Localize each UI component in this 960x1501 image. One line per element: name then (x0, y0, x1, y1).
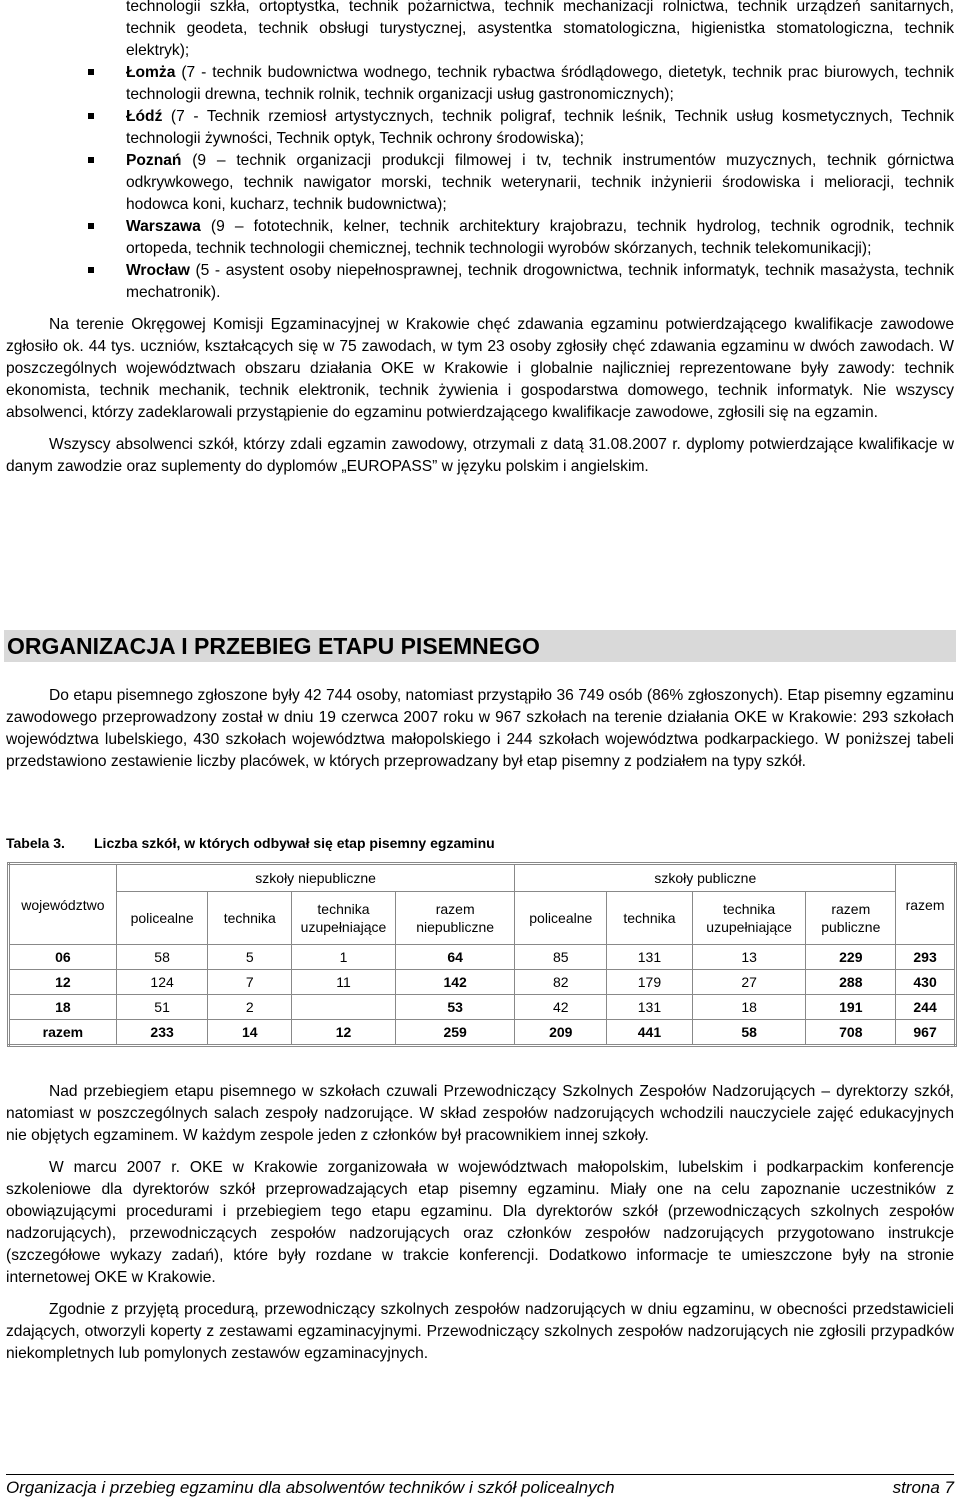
table-cell: 12 (9, 970, 117, 995)
subheader-cell: technika uzupełniające (692, 892, 806, 945)
table-cell: 51 (116, 995, 208, 1020)
table-cell: 58 (116, 945, 208, 970)
list-continuation: technologii szkła, ortoptystka, technik pożarnictwa, technik mechanizacji rolnictwa, technik urządzeń sanitarnych, technik geodeta, technik obsługi turystycznej, asystentka stomatologiczna, higienistka stomatologiczna, technik elektryk); (126, 0, 954, 59)
list-item (0, 62, 960, 106)
table-caption (6, 832, 495, 854)
header-cell: szkoły publiczne (515, 864, 896, 892)
table-cell: 18 (9, 995, 117, 1020)
header-cell: województwo (9, 864, 117, 945)
footer-title: Organizacja i przebieg egzaminu dla absolwentów techników i szkół policealnych (6, 1478, 615, 1497)
table-cell: 131 (607, 995, 693, 1020)
list-item-text: (5 - asystent osoby niepełnosprawnej, technik drogownictwa, technik informatyk, technik masażysta, technik mechatronik). (126, 262, 954, 301)
table-cell: 244 (896, 995, 956, 1020)
header-cell: szkoły niepubliczne (116, 864, 515, 892)
table-cell: 64 (395, 945, 515, 970)
section-heading: ORGANIZACJA I PRZEBIEG ETAPU PISEMNEGO (4, 630, 956, 662)
schools-table (7, 862, 957, 1047)
table-cell: 7 (208, 970, 292, 995)
table-number: Tabela 3. (6, 835, 65, 851)
table-title: Liczba szkół, w których odbywał się etap pisemny egzaminu (94, 835, 495, 851)
paragraph: W marcu 2007 r. OKE w Krakowie zorganizowała w województwach małopolskim, lubelskim i podkarpackim konferencje szkoleniowe dla dyrektorów szkół przeprowadzających etap pisemny egzaminu. Miały one na celu zapoznanie uczestników z obowiązującymi procedurami i przebiegiem tego etapu egzaminu. Dla dyrektorów szkół (przewodniczących szkolnych zespołów nadzorujących), przewodniczących zespołów nadzorujących oraz członków zespołów nadzorujących przygotowano instrukcje (szczegółowe wykazy zadań), które były rozdane w trakcie konferencji. Dodatkowo informacje te umieszczone były na stronie internetowej OKE w Krakowie. (6, 1159, 954, 1286)
table-cell: 708 (806, 1020, 896, 1046)
list-item (0, 260, 960, 304)
table-cell: 13 (692, 945, 806, 970)
table-cell: 967 (896, 1020, 956, 1046)
bullet-square-icon (88, 113, 94, 119)
city-name: Łomża (126, 64, 176, 81)
table-cell: 82 (515, 970, 607, 995)
bullet-square-icon (88, 69, 94, 75)
table-cell: 53 (395, 995, 515, 1020)
list-item-text: (7 - Technik rzemiosł artystycznych, technik poligraf, technik leśnik, Technik usług kosmetycznych, Technik technologii żywności, Technik optyk, Technik ochrony środowiska); (126, 108, 954, 147)
bullet-square-icon (88, 223, 94, 229)
city-name: Wrocław (126, 262, 190, 279)
table-cell: 1 (292, 945, 396, 970)
list-item (0, 216, 960, 260)
subheader-cell: razem publiczne (806, 892, 896, 945)
table-cell: 14 (208, 1020, 292, 1046)
city-name: Poznań (126, 152, 182, 169)
paragraph: Do etapu pisemnego zgłoszone były 42 744 osoby, natomiast przystąpiło 36 749 osób (86% zgłoszonych). Etap pisemny egzaminu zawodowego przeprowadzony został w dniu 19 czerwca 2007 roku w 967 szkołach na terenie działania OKE w Krakowie: 293 szkołach województwa lubelskiego, 430 szkołach województwa małopolskiego i 244 szkołach województwa podkarpackiego. W poniższej tabeli przedstawiono zestawienie liczby placówek, w których przeprowadzany był etap pisemny z podziałem na typy szkół. (6, 687, 954, 770)
table-cell: 179 (607, 970, 693, 995)
table-cell: 142 (395, 970, 515, 995)
table-row (9, 945, 956, 970)
table-cell: 06 (9, 945, 117, 970)
paragraph: Zgodnie z przyjętą procedurą, przewodniczący szkolnych zespołów nadzorujących w dniu egzaminu, w obecności przedstawicieli zdających, otworzyli koperty z zestawami egzaminacyjnymi. Przewodniczący szkolnych zespołów nadzorujących nie zgłosili przypadków niekompletnych lub pomylonych zestawów egzaminacyjnych. (6, 1301, 954, 1362)
table-cell: razem (9, 1020, 117, 1046)
bullet-square-icon (88, 157, 94, 163)
table-cell: 259 (395, 1020, 515, 1046)
subheader-cell: policealne (515, 892, 607, 945)
table-cell: 58 (692, 1020, 806, 1046)
list-item-text: (9 – fototechnik, kelner, technik architektury krajobrazu, technik hydrolog, technik ogrodnik, technik ortopeda, technik technologii chemicznej, technik technologii wyrobów skórzanych, technik telekomunikacji); (126, 218, 954, 257)
table-cell: 5 (208, 945, 292, 970)
table-cell: 12 (292, 1020, 396, 1046)
table-cell: 441 (607, 1020, 693, 1046)
list-item-text: (7 - technik budownictwa wodnego, technik rybactwa śródlądowego, dietetyk, technik prac biurowych, technik technologii drewna, technik rolnik, technik organizacji usług gastronomicznych); (126, 64, 954, 103)
paragraph: Wszyscy absolwenci szkół, którzy zdali egzamin zawodowy, otrzymali z datą 31.08.2007 r. dyplomy potwierdzające kwalifikacje w danym zawodzie oraz suplementy do dyplomów „EUROPASS” w języku polskim i angielskim. (6, 436, 954, 475)
table-cell: 18 (692, 995, 806, 1020)
table-cell: 124 (116, 970, 208, 995)
table-cell: 85 (515, 945, 607, 970)
table-cell: 191 (806, 995, 896, 1020)
list-item-text: (9 – technik organizacji produkcji filmowej i tv, technik instrumentów muzycznych, technik górnictwa odkrywkowego, technik nawigator morski, technik weterynarii, technik inżynierii środowiska i melioracji, technik hodowca koni, kucharz, technik budownictwa); (126, 152, 954, 213)
table-cell: 27 (692, 970, 806, 995)
body-text-bottom (0, 1081, 960, 1365)
table-cell: 430 (896, 970, 956, 995)
subheader-cell: technika (208, 892, 292, 945)
header-cell: razem (896, 864, 956, 945)
table-cell: 209 (515, 1020, 607, 1046)
subheader-cell: technika (607, 892, 693, 945)
paragraph: Na terenie Okręgowej Komisji Egzaminacyjnej w Krakowie chęć zdawania egzaminu potwierdzającego kwalifikacje zawodowe zgłosiło ok. 44 tys. uczniów, kształcących się w 75 zawodach, w tym 23 osoby zgłosiły chęć zdawania egzaminu w dwóch zawodach. W poszczególnych województwach obszaru działania OKE w Krakowie i globalnie najliczniej reprezentowane były zawody: technik ekonomista, technik mechanik, technik elektronik, technik żywienia i gospodarstwa domowego, technik informatyk. Nie wszyscy absolwenci, którzy zadeklarowali przystąpienie do egzaminu potwierdzającego kwalifikacje zawodowe, zgłosili się na egzamin. (6, 316, 954, 421)
page-number: strona 7 (892, 1478, 954, 1497)
table-row (9, 1020, 956, 1046)
table-cell: 293 (896, 945, 956, 970)
page-footer (6, 1474, 954, 1501)
city-name: Łódź (126, 108, 163, 125)
body-text-top (0, 0, 960, 478)
table-cell (292, 995, 396, 1020)
city-list (0, 62, 960, 304)
table-cell: 42 (515, 995, 607, 1020)
table-cell: 131 (607, 945, 693, 970)
table-cell: 233 (116, 1020, 208, 1046)
paragraph: Nad przebiegiem etapu pisemnego w szkołach czuwali Przewodniczący Szkolnych Zespołów Nadzorujących – dyrektorzy szkół, natomiast w poszczególnych salach zespoły nadzorujące. W skład zespołów nadzorujących wchodzili nauczyciele zajęć edukacyjnych nie objętych egzaminem. W każdym zespole jeden z członków był pracownikiem innej szkoły. (6, 1083, 954, 1144)
subheader-cell: technika uzupełniające (292, 892, 396, 945)
bullet-square-icon (88, 267, 94, 273)
table-cell: 11 (292, 970, 396, 995)
city-name: Warszawa (126, 218, 201, 235)
table-row (9, 970, 956, 995)
subheader-cell: razem niepubliczne (395, 892, 515, 945)
body-text-mid (0, 685, 960, 773)
list-item (0, 150, 960, 216)
list-item (0, 106, 960, 150)
table-cell: 2 (208, 995, 292, 1020)
table-cell: 288 (806, 970, 896, 995)
table-row (9, 995, 956, 1020)
table-cell: 229 (806, 945, 896, 970)
subheader-cell: policealne (116, 892, 208, 945)
